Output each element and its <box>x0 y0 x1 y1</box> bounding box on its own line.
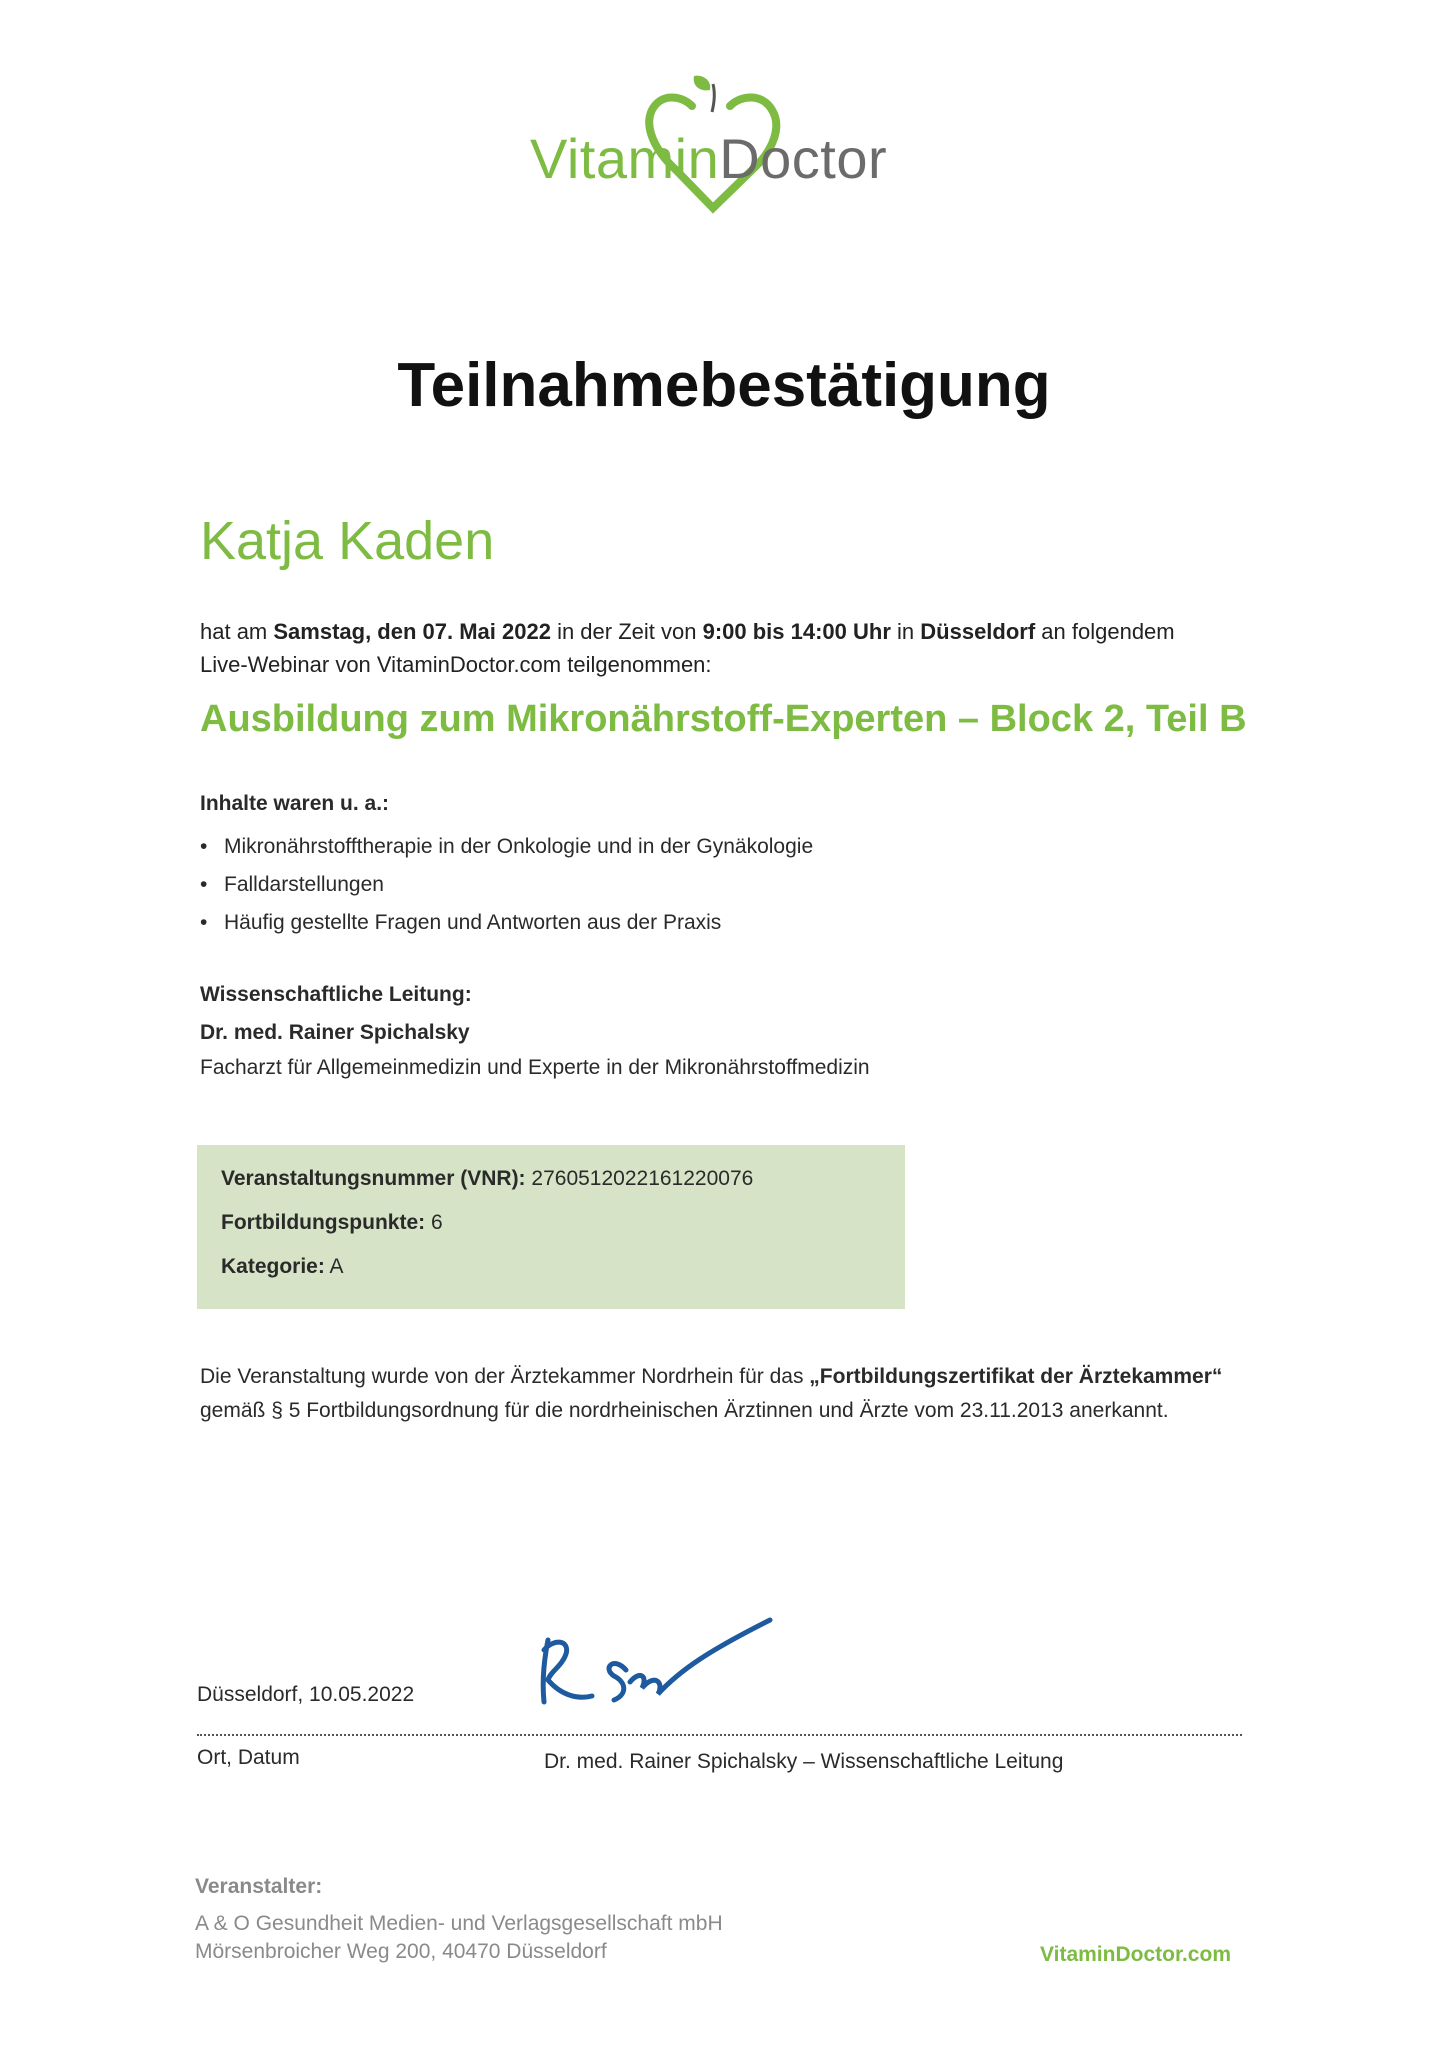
bullet-icon: • <box>200 835 208 858</box>
place-date-label: Ort, Datum <box>197 1746 300 1769</box>
signer-label: Dr. med. Rainer Spichalsky – Wissenschaftliche Leitung <box>544 1750 1064 1773</box>
organizer-label: Veranstalter: <box>195 1875 323 1898</box>
course-title: Ausbildung zum Mikronährstoff-Experten – Block 2, Teil B <box>200 698 1247 740</box>
bullet-icon: • <box>200 911 208 934</box>
vitamindoctor-logo <box>520 70 940 230</box>
points-row: Fortbildungspunkte: 6 <box>221 1211 443 1234</box>
bullet-icon: • <box>200 873 208 896</box>
vnr-row: Veranstaltungsnummer (VNR): 2760512022161220076 <box>221 1167 754 1190</box>
signature-line <box>197 1734 1242 1736</box>
category-row: Kategorie: A <box>221 1255 344 1278</box>
participation-statement: hat am Samstag, den 07. Mai 2022 in der Zeit von 9:00 bis 14:00 Uhr in Düsseldorf an folgendem Live-Webinar von VitaminDoctor.com teilgenommen: <box>200 619 1175 677</box>
place-date: Düsseldorf, 10.05.2022 <box>197 1683 415 1706</box>
contents-label: Inhalte waren u. a.: <box>200 792 390 815</box>
participant-name: Katja Kaden <box>200 511 495 571</box>
scientific-lead-description: Facharzt für Allgemeinmedizin und Experte in der Mikronährstoffmedizin <box>200 1056 870 1079</box>
page-title: Teilnahmebestätigung <box>397 351 1051 420</box>
list-item: • Falldarstellungen <box>200 866 813 904</box>
list-item: • Häufig gestellte Fragen und Antworten aus der Praxis <box>200 904 813 942</box>
website-link[interactable]: VitaminDoctor.com <box>1040 1943 1231 1966</box>
organizer-name: A & O Gesundheit Medien- und Verlagsgesellschaft mbH <box>195 1912 723 1935</box>
logo-wordmark: VitaminDoctor <box>530 127 888 190</box>
scientific-lead-name: Dr. med. Rainer Spichalsky <box>200 1021 470 1044</box>
list-item: • Mikronährstofftherapie in der Onkologie und in der Gynäkologie <box>200 828 813 866</box>
scientific-lead-label: Wissenschaftliche Leitung: <box>200 983 472 1006</box>
contents-list <box>200 828 813 942</box>
accreditation-statement: Die Veranstaltung wurde von der Ärztekammer Nordrhein für das „Fortbildungszertifikat der Ärztekammer“ gemäß § 5 Fortbildungsordnung für die nordrheinischen Ärztinnen und Ärzte vom 23.11.2013 anerkannt. <box>200 1365 1223 1422</box>
handwritten-signature <box>530 1610 850 1735</box>
event-info-box <box>197 1145 905 1309</box>
organizer-address: Mörsenbroicher Weg 200, 40470 Düsseldorf <box>195 1940 607 1963</box>
